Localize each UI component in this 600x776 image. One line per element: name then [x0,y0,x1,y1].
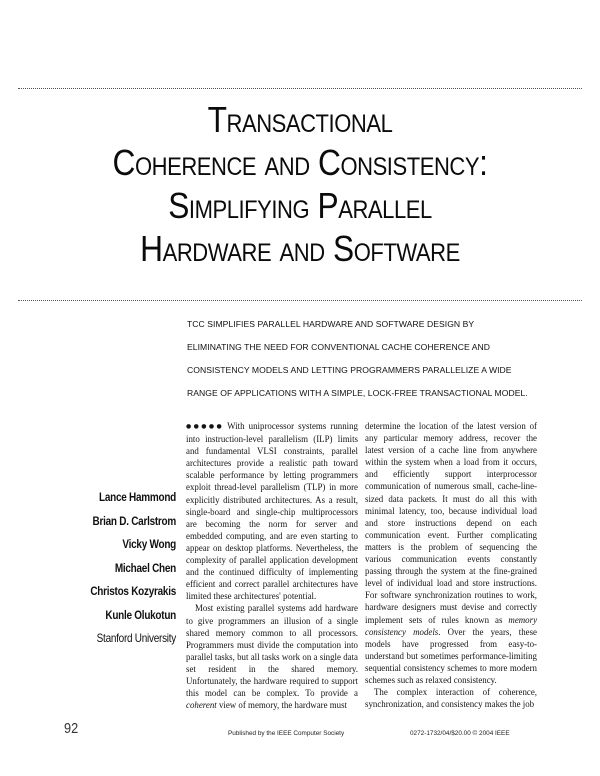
title-line-4: Hardware and Software [140,228,460,269]
abstract-line-3: CONSISTENCY MODELS AND LETTING PROGRAMMERS PARALLELIZE A WIDE [187,365,512,375]
page-number: 92 [64,720,79,737]
ornament-dots: ●●●●● [186,423,225,430]
title-line-2: Coherence and Consistency: [112,142,488,183]
abstract-line-1: TCC SIMPLIFIES PARALLEL HARDWARE AND SOFTWARE DESIGN BY [187,319,475,329]
page-footer [0,720,600,750]
publisher-line: Published by the IEEE Computer Society [228,730,345,737]
author-name: Christos Kozyrakis [90,585,176,598]
body-paragraph: ●●●●● With uniprocessor systems running into instruction-level parallelism (ILP) limits and fundamental VLSI constraints, parallel architectures provide a realistic path toward scalable performance by letting programmers exploit thread-level parallelism (TLP) in more explicitly distributed architectures. As a result, single-board and single-chip multiprocessors are becoming the norm for server and embedded computing, and are even starting to appear on desktop platforms. Nevertheless, the complexity of parallel application development and the continued difficulty of implementing efficient and correct parallel architectures have limited these architectures' potential. [186,421,358,602]
author-name: Kunle Olukotun [105,608,176,622]
author-name: Lance Hammond [99,491,176,504]
title-line-1: Transactional [207,99,393,140]
mid-rule [18,300,582,301]
author-name: Brian D. Carlstrom [92,514,176,528]
author-list [76,486,176,651]
abstract-line-4: RANGE OF APPLICATIONS WITH A SIMPLE, LOCK-FREE TRANSACTIONAL MODEL. [187,388,528,398]
author-name: Vicky Wong [122,538,176,551]
body-column-1 [186,420,358,711]
body-column-2 [365,420,537,710]
issn-copyright: 0272-1732/04/$20.00 © 2004 IEEE [410,730,510,737]
body-paragraph: determine the location of the latest version of any particular memory address, recover the latest version of a cache line from anywhere within the system when a load from it occurs, and efficiently support interprocessor communication of numerous small, cache-line-sized data packets. It must do all this with minimal latency, too, because individual load and store instructions depend on each communication event. Further complicating matters is the problem of sequencing the various communication events constantly passing through the system at the fine-grained level of individual load and store instructions. For software synchronization routines to work, hardware designers must devise and correctly implement sets of rules known as memory consistency models. Over the years, these models have progressed from easy-to-understand but sometimes performance-limiting sequential consistency schemes to more modern schemes such as relaxed consistency. [365,421,538,685]
body-paragraph: Most existing parallel systems add hardware to give programmers an illusion of a single shared memory common to all processors. Programmers must divide the computation into parallel tasks, but all tasks work on a single data set resident in the shared memory. Unfortunately, the hardware required to support this model can be complex. To provide a coherent view of memory, the hardware must [186,603,358,711]
title-line-3: Simplifying Parallel [168,185,432,226]
abstract-line-2: ELIMINATING THE NEED FOR CONVENTIONAL CACHE COHERENCE AND [187,342,491,352]
author-affiliation: Stanford University [96,632,176,645]
article-title [89,98,511,270]
top-rule [18,88,582,89]
body-paragraph: The complex interaction of coherence, synchronization, and consistency makes the job [365,687,537,710]
abstract [187,313,547,405]
author-name: Michael Chen [114,561,176,575]
